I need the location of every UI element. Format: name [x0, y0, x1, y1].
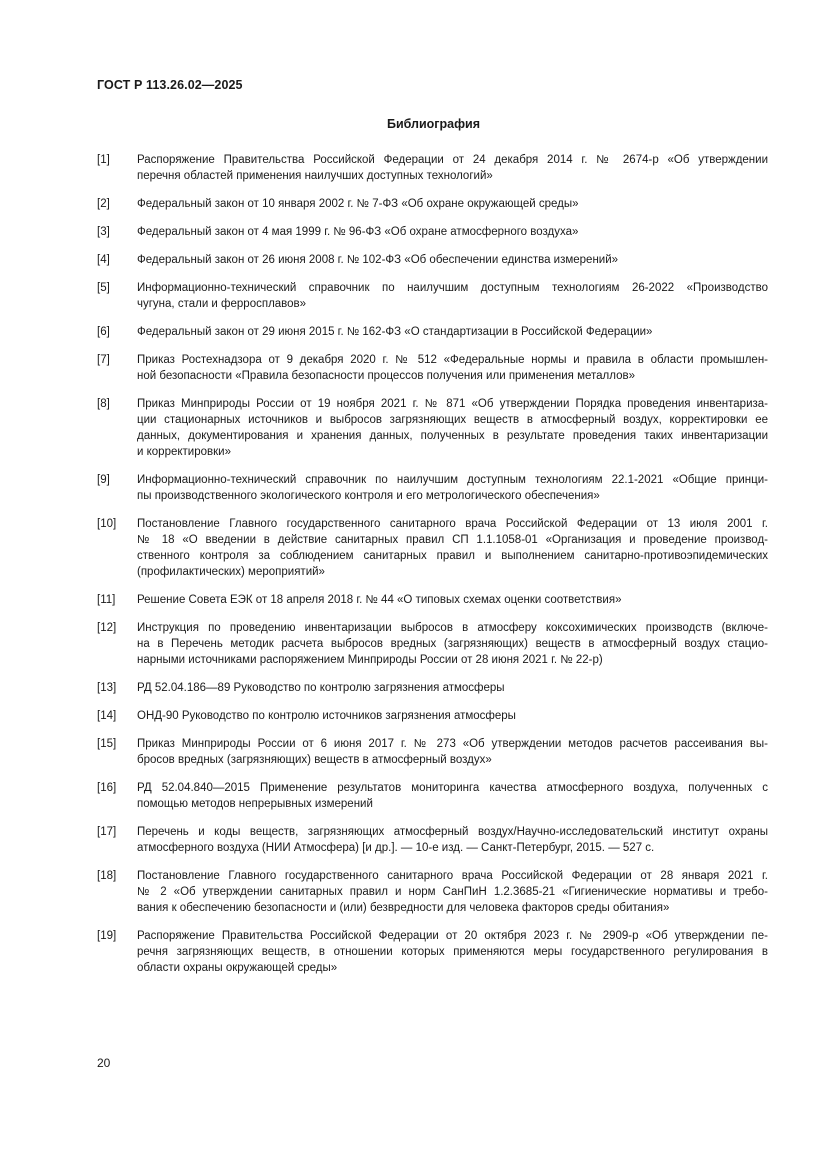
entry-number: [3] [97, 226, 110, 238]
entry-line: РД 52.04.840—2015 Применение результатов мониторинга качества атмосферного воздуха, полученных с [137, 782, 768, 794]
entry-line: Приказ Минприроды России от 6 июня 2017 г. № 273 «Об утверждении методов расчетов рассеивания вы- [137, 738, 768, 750]
entry-line: атмосферного воздуха (НИИ Атмосфера) [и др.]. — 10-е изд. — Санкт-Петербург, 2015. — 527 с. [137, 842, 655, 854]
bibliography-list [97, 152, 770, 988]
entry-number: [9] [97, 474, 110, 486]
entry-line: ОНД-90 Руководство по контролю источников загрязнения атмосферы [137, 710, 516, 722]
entry-number: [15] [97, 738, 117, 750]
entry-number: [14] [97, 710, 117, 722]
entry-text [137, 928, 768, 976]
entry-line: данных, документирования и хранения данных, полученных в результате проведения таких инвентаризации [137, 430, 768, 442]
entry-number: [11] [97, 594, 116, 606]
page-number: 20 [97, 1056, 111, 1070]
entry-text [137, 516, 768, 580]
entry-number: [10] [97, 518, 117, 530]
entry-text [137, 396, 768, 460]
entry-line: № 2 «Об утверждении санитарных правил и норм СанПиН 1.2.3685-21 «Гигиенические нормативы и требо- [137, 886, 768, 898]
list-item [97, 708, 770, 724]
document-header: ГОСТ Р 113.26.02—2025 [97, 78, 243, 92]
entry-line: речня загрязняющих веществ, в отношении которых применяются меры государственного регулирования в [137, 946, 768, 958]
entry-line: и корректировки» [137, 446, 231, 458]
list-item [97, 868, 770, 916]
list-item [97, 824, 770, 856]
entry-line: области охраны окружающей среды» [137, 962, 338, 974]
entry-line: помощью методов непрерывных измерений [137, 798, 373, 810]
list-item [97, 224, 770, 240]
list-item [97, 280, 770, 312]
entry-line: Информационно-технический справочник по наилучшим доступным технологиям 22.1-2021 «Общие принци- [137, 474, 768, 486]
entry-line: Федеральный закон от 29 июня 2015 г. № 162-ФЗ «О стандартизации в Российской Федерации» [137, 326, 653, 338]
entry-number: [17] [97, 826, 117, 838]
entry-line: нарными источниками распоряжением Минприроды России от 28 июня 2021 г. № 22-р) [137, 654, 603, 666]
list-item [97, 352, 770, 384]
entry-text [137, 324, 768, 340]
entry-text [137, 736, 768, 768]
entry-number: [4] [97, 254, 110, 266]
entry-line: Приказ Ростехнадзора от 9 декабря 2020 г. № 512 «Федеральные нормы и правила в области промышлен- [137, 354, 768, 366]
entry-number: [13] [97, 682, 117, 694]
entry-text [137, 680, 768, 696]
entry-text [137, 868, 768, 916]
entry-text [137, 824, 768, 856]
entry-line: Федеральный закон от 10 января 2002 г. № 7-ФЗ «Об охране окружающей среды» [137, 198, 579, 210]
list-item [97, 928, 770, 976]
entry-line: ственного контроля за соблюдением санитарных правил и выполнением санитарно-противоэпидемических [137, 550, 768, 562]
list-item [97, 252, 770, 268]
entry-number: [18] [97, 870, 117, 882]
list-item [97, 516, 770, 580]
entry-line: на в Перечень методик расчета выбросов вредных (загрязняющих) веществ в атмосферный воздух стацио- [137, 638, 768, 650]
entry-text [137, 224, 768, 240]
entry-line: Федеральный закон от 4 мая 1999 г. № 96-ФЗ «Об охране атмосферного воздуха» [137, 226, 579, 238]
list-item [97, 736, 770, 768]
list-item [97, 780, 770, 812]
entry-line: Приказ Минприроды России от 19 ноября 2021 г. № 871 «Об утверждении Порядка проведения инвентариза- [137, 398, 768, 410]
entry-line: Перечень и коды веществ, загрязняющих атмосферный воздух/Научно-исследовательский институт охраны [137, 826, 768, 838]
entry-line: Распоряжение Правительства Российской Федерации от 20 октября 2023 г. № 2909-р «Об утверждении пе- [137, 930, 768, 942]
entry-line: Распоряжение Правительства Российской Федерации от 24 декабря 2014 г. № 2674-р «Об утверждении [137, 154, 768, 166]
entry-text [137, 708, 768, 724]
entry-text [137, 620, 768, 668]
entry-line: Инструкция по проведению инвентаризации выбросов в атмосферу коксохимических производств (включе- [137, 622, 768, 634]
entry-line: Информационно-технический справочник по наилучшим доступным технологиям 26-2022 «Производство [137, 282, 768, 294]
entry-number: [2] [97, 198, 110, 210]
entry-line: Постановление Главного государственного санитарного врача Российской Федерации от 28 января 2021 г. [137, 870, 768, 882]
entry-line: ной безопасности «Правила безопасности процессов получения или применения металлов» [137, 370, 636, 382]
list-item [97, 680, 770, 696]
list-item [97, 152, 770, 184]
entry-number: [5] [97, 282, 110, 294]
entry-line: ции стационарных источников и выбросов загрязняющих веществ в атмосферный воздух, корректировки ее [137, 414, 768, 426]
entry-line: Решение Совета ЕЭК от 18 апреля 2018 г. № 44 «О типовых схемах оценки соответствия» [137, 594, 622, 606]
entry-line: перечня областей применения наилучших доступных технологий» [137, 170, 493, 182]
entry-text [137, 196, 768, 212]
entry-number: [16] [97, 782, 117, 794]
entry-number: [19] [97, 930, 117, 942]
entry-number: [12] [97, 622, 117, 634]
list-item [97, 396, 770, 460]
list-item [97, 620, 770, 668]
entry-line: № 18 «О введении в действие санитарных правил СП 1.1.1058-01 «Организация и проведение производ- [137, 534, 768, 546]
entry-line: пы производственного экологического контроля и его метрологического обеспечения» [137, 490, 600, 502]
list-item [97, 592, 770, 608]
entry-number: [1] [97, 154, 110, 166]
entry-text [137, 472, 768, 504]
entry-line: Постановление Главного государственного санитарного врача Российской Федерации от 13 июля 2001 г. [137, 518, 768, 530]
entry-line: РД 52.04.186—89 Руководство по контролю загрязнения атмосферы [137, 682, 505, 694]
entry-line: бросов вредных (загрязняющих) веществ в атмосферный воздух» [137, 754, 492, 766]
list-item [97, 324, 770, 340]
page-title: Библиография [386, 117, 481, 131]
entry-number: [8] [97, 398, 110, 410]
entry-number: [7] [97, 354, 110, 366]
list-item [97, 196, 770, 212]
entry-line: (профилактических) мероприятий» [137, 566, 325, 578]
entry-line: Федеральный закон от 26 июня 2008 г. № 102-ФЗ «Об обеспечении единства измерений» [137, 254, 619, 266]
entry-text [137, 352, 768, 384]
entry-line: вания к обеспечению безопасности и (или) безвредности для человека факторов среды обитания» [137, 902, 670, 914]
entry-number: [6] [97, 326, 110, 338]
entry-line: чугуна, стали и ферросплавов» [137, 298, 307, 310]
entry-text [137, 252, 768, 268]
entry-text [137, 780, 768, 812]
list-item [97, 472, 770, 504]
entry-text [137, 280, 768, 312]
entry-text [137, 592, 768, 608]
entry-text [137, 152, 768, 184]
